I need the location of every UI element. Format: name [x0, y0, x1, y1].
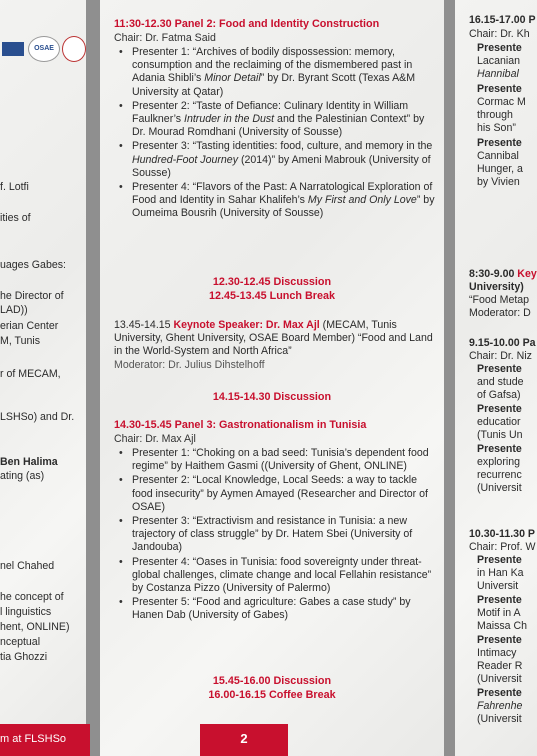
list-item: Presente	[477, 137, 522, 149]
footer-text: m at FLSHSo	[0, 733, 67, 745]
list-item: (Universit	[477, 673, 522, 685]
left-line: LAD))	[0, 304, 28, 316]
right-time-2: 9.15-10.00 Pa	[469, 337, 536, 349]
list-item: (Universit	[477, 482, 522, 494]
list-item: Presente	[477, 594, 522, 606]
list-item: • Presenter 5: “Food and agriculture: Gabes a case study” by Hanen Dab (University of Gabes)	[114, 596, 436, 622]
right-chair-3: Chair: Prof. W	[469, 541, 536, 553]
left-line: r of MECAM,	[0, 368, 61, 380]
list-item: Presente	[477, 42, 522, 54]
list-item: (Tunis Un	[477, 429, 523, 441]
page-number: 2	[240, 731, 248, 746]
right-page-column	[455, 0, 537, 756]
day2-keynote: 8:30-9.00 Key	[469, 268, 537, 280]
list-item: Presente	[477, 443, 522, 455]
list-item: of Gafsa)	[477, 389, 521, 401]
panel3-chair: Chair: Dr. Max Ajl	[114, 433, 196, 445]
left-line: hent, ONLINE)	[0, 621, 70, 633]
list-item: Universit	[477, 580, 519, 592]
list-item: Reader R	[477, 660, 523, 672]
list-item: Motif in A	[477, 607, 521, 619]
list-item: Presente	[477, 403, 522, 415]
panel2-title: 11:30-12.30 Panel 2: Food and Identity Construction	[114, 18, 380, 30]
right-chair-2: Chair: Dr. Niz	[469, 350, 532, 362]
list-item: Presente	[477, 554, 522, 566]
list-item: Presente	[477, 83, 522, 95]
right-line: “Food Metap	[469, 294, 530, 306]
list-item: through	[477, 109, 513, 121]
lunch-break: 12.45-13.45 Lunch Break	[208, 290, 336, 302]
left-line: l linguistics	[0, 606, 52, 618]
program-page-column	[100, 0, 444, 756]
panel2-chair: Chair: Dr. Fatma Said	[114, 32, 216, 44]
left-line: f. Lotfi	[0, 181, 29, 193]
partner-logos	[2, 36, 86, 62]
left-line: ities of	[0, 212, 31, 224]
right-time-3: 10.30-11.30 P	[469, 528, 535, 540]
left-line: he Director of	[0, 290, 64, 302]
list-item: (Universit	[477, 713, 522, 725]
left-line: LSHSo) and Dr.	[0, 411, 75, 423]
list-item: his Son”	[477, 122, 516, 134]
list-item: Presente	[477, 687, 522, 699]
list-item: Presente	[477, 634, 522, 646]
list-item: Intimacy	[477, 647, 517, 659]
logo-strip-blue	[2, 42, 24, 56]
right-line: Moderator: D	[469, 307, 531, 319]
discussion-1: 12.30-12.45 Discussion	[212, 276, 332, 288]
right-chair-1: Chair: Dr. Kh	[469, 28, 530, 40]
list-item: Lacanian	[477, 55, 521, 67]
list-item: • Presenter 1: “Archives of bodily dispossession: memory, consumption and the reclaiming of the dismembered past in Adania Shibli’s Minor Detail” by Dr. Byrant Scott (Texas A&M University at Qatar)	[114, 46, 436, 99]
left-line: uages Gabes:	[0, 259, 66, 271]
right-line: University)	[469, 281, 524, 293]
panel3-presenter-list	[114, 447, 436, 624]
university-seal-logo	[62, 36, 86, 62]
list-item: • Presenter 1: “Choking on a bad seed: Tunisia’s dependent food regime” by Haithem Gasmi ((University of Ghent, ONLINE)	[114, 447, 436, 473]
list-item: in Han Ka	[477, 567, 524, 579]
left-page-column	[0, 0, 86, 756]
list-item: Maissa Ch	[477, 620, 528, 632]
list-item: • Presenter 2: “Taste of Defiance: Culinary Identity in William Faulkner’s Intruder in the Dust and the Palestinian Context” by Dr. Mourad Romdhani (University of Sousse)	[114, 100, 436, 140]
left-line: nel Chahed	[0, 560, 55, 572]
list-item: • Presenter 4: “Flavors of the Past: A Narratological Exploration of Food and Identity in Sahar Khalifeh’s My First and Only Love” by Oumeima Bousrih (University of Sousse)	[114, 181, 436, 221]
osae-logo: OSAE	[28, 36, 60, 62]
left-line: Ben Halima	[0, 456, 58, 468]
left-line: nceptual	[0, 636, 41, 648]
left-line: ating (as)	[0, 470, 45, 482]
list-item: recurrenc	[477, 469, 522, 481]
list-item: • Presenter 3: “Extractivism and resistance in Tunisia: a new trajectory of class struggle” by Dr. Hatem Sbei (University of Jandouba)	[114, 515, 436, 555]
list-item: Hannibal	[477, 68, 519, 80]
list-item: • Presenter 2: “Local Knowledge, Local Seeds: a way to tackle food insecurity” by Aymen Amayed (Researcher and Director of OSAE)	[114, 474, 436, 514]
list-item: • Presenter 4: “Oases in Tunisia: food sovereignty under threat-global challenges, climate change and local Fellahin resistance” by Costanza Pizzo (University of Palermo)	[114, 556, 436, 596]
left-line: tia Ghozzi	[0, 651, 48, 663]
list-item: exploring	[477, 456, 520, 468]
list-item: • Presenter 3: “Tasting identities: food, culture, and memory in the Hundred-Foot Journey (2014)” by Ameni Mabrouk (University of Sousse)	[114, 140, 436, 180]
panel2-presenter-list	[114, 46, 436, 222]
left-line: he concept of	[0, 591, 64, 603]
keynote-block: 13.45-14.15 Keynote Speaker: Dr. Max Ajl (MECAM, Tunis University, Ghent University, OSAE Board Member) “Food and Land in the World-System and North Africa” Moderator: Dr. Julius Dihstelhoff	[114, 319, 433, 371]
panel3-title: 14.30-15.45 Panel 3: Gastronationalism in Tunisia	[114, 419, 367, 431]
discussion-3: 15.45-16.00 Discussion	[212, 675, 332, 687]
list-item: Cannibal	[477, 150, 519, 162]
list-item: Hunger, a	[477, 163, 523, 175]
left-line: M, Tunis	[0, 335, 41, 347]
list-item: and stude	[477, 376, 524, 388]
list-item: educatior	[477, 416, 521, 428]
left-line: erian Center	[0, 320, 59, 332]
list-item: Presente	[477, 363, 522, 375]
list-item: by Vivien	[477, 176, 520, 188]
right-time-1: 16.15-17.00 P	[469, 14, 536, 26]
discussion-2: 14.15-14.30 Discussion	[212, 391, 332, 403]
list-item: Fahrenhe	[477, 700, 523, 712]
list-item: Cormac M	[477, 96, 526, 108]
coffee-break: 16.00-16.15 Coffee Break	[208, 689, 336, 701]
